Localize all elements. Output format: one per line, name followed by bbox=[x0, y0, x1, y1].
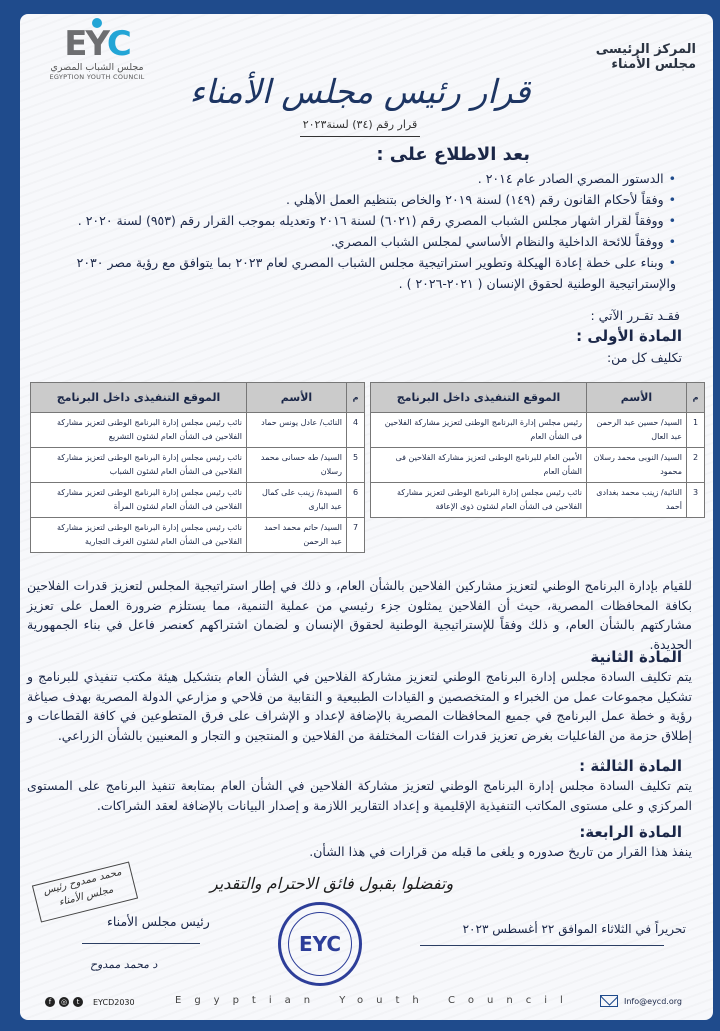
eyc-logo: EYC مجلس الشباب المصري EGYPTION YOUTH COUNCIL bbox=[42, 18, 152, 81]
issue-date: تحريراً في الثلاثاء الموافق ٢٢ أغسطس ٢٠٢٣ bbox=[462, 922, 686, 936]
table-row: 6 السيدة/ زينب على كمال عبد البارى نائب رئيس مجلس إدارة البرنامج الوطنى لتعزيز مشاركة الفلاحين فى الشأن العام لشئون المرأة bbox=[31, 483, 365, 518]
date-line bbox=[420, 945, 664, 946]
page-title: قرار رئيس مجلس الأمناء bbox=[189, 72, 531, 111]
official-seal-icon: EYC bbox=[278, 902, 362, 986]
table-row: 4 النائب/ عادل يونس حماد نائب رئيس مجلس إدارة البرنامج الوطنى لتعزيز مشاركة الفلاحين فى الشأن العام لشئون التشريع bbox=[31, 413, 365, 448]
decision-number: قرار رقم (٣٤) لسنة٢٠٢٣ bbox=[302, 118, 418, 131]
article2-heading: المادة الثانية bbox=[590, 648, 682, 666]
article4-text: ينفذ هذا القرار من تاريخ صدوره و يلغى ما قبله من قرارات في هذا الشأن. bbox=[309, 844, 692, 859]
article1-heading: المادة الأولى : bbox=[576, 327, 682, 345]
table-row: 3 النائبة/ زينب محمد بغدادى أحمد نائب رئيس مجلس إدارة البرنامج الوطنى لتعزيز مشاركة الفلاحين فى الشأن العام لشئون ذوى الإعاقة bbox=[371, 483, 705, 518]
org-header bbox=[596, 42, 696, 72]
table-row: 5 السيد/ طه حسانى محمد رسلان نائب رئيس مجلس إدارة البرنامج الوطنى لتعزيز مشاركة الفلاحين فى الشأن العام لشئون الشباب bbox=[31, 448, 365, 483]
list-item: • وفقاً لأحكام القانون رقم (١٤٩) لسنة ٢٠١٩ والخاص بتنظيم العمل الأهلي . bbox=[36, 189, 676, 210]
mail-icon bbox=[600, 995, 618, 1007]
contact-email bbox=[600, 995, 682, 1007]
table-row: 7 السيد/ حاتم محمد احمد عبد الرحمن نائب رئيس مجلس إدارة البرنامج الوطنى لتعزيز مشاركة الفلاحين فى الشأن العام لشئون الغرف التجارية bbox=[31, 518, 365, 553]
assignment-table-right: م الأسم الموقع التنفيذى داخل البرنامج 1 السيد/ حسين عبد الرحمن عبد العال رئيس مجلس إدارة البرنامج الوطنى لتعزيز مشاركة الفلاحين فى الشأن العام 2 السيد/ النوبى محمد رسلان محمود الأمين العام للبرنامج الوطنى لتعزيز مشاركة الفلاحين فى الشأن العام 3 النائبة/ زينب محمد بغدادى أحمد نائب رئيس مجلس إدارة البرنامج الوطنى لتعزيز مشاركة الفلاحين فى الشأن العام لشئون ذوى الإعاقة bbox=[370, 382, 705, 518]
org-line-1: المركز الرئيسى bbox=[595, 42, 696, 57]
article1-intro: تكليف كل من: bbox=[606, 350, 682, 365]
preamble-list bbox=[36, 168, 676, 294]
signature-line bbox=[82, 943, 200, 944]
decided-text: فقـد تقـرر الآتي : bbox=[590, 308, 680, 323]
divider bbox=[300, 136, 420, 137]
table-row: 1 السيد/ حسين عبد الرحمن عبد العال رئيس مجلس إدارة البرنامج الوطنى لتعزيز مشاركة الفلاحين فى الشأن العام bbox=[371, 413, 705, 448]
list-item: • ووفقاً للائحة الداخلية والنظام الأساسي لمجلس الشباب المصري. bbox=[36, 231, 676, 252]
social-handle: EYCD2030 bbox=[93, 997, 135, 1007]
article2-text: يتم تكليف السادة مجلس إدارة البرنامج الوطني لتعزيز مشاركة الفلاحين في الشأن العام بتشكيل هيئة مكتب تنفيذي للبرنامج و تشكيل مجموعات عمل من الخبراء و المتخصصين و القيادات الطبيعية و النقابية من فلاحي و مزارعي الدولة المصرية بهدف صياغة رؤية و خطة عمل البرنامج في جميع المحافظات المصرية بالإضافة لإعداد و الإشراف على فرق المتطوعين في كافة القطاعات و إطلاق حزمة من الفاعليات بغرض تعزيز قدرات الفئات المختلفة من الفلاحين و المنتجين و التجار و المعنيين بالشأن الزراعي. bbox=[27, 669, 692, 743]
list-item: • ووفقاً لقرار اشهار مجلس الشباب المصري رقم (٦٠٢١) لسنة ٢٠١٦ وتعديله بموجب القرار رقم (٩٥٣) لسنة ٢٠٢٠ . bbox=[36, 210, 676, 231]
article3-text: يتم تكليف السادة مجلس إدارة البرنامج الوطني لتعزيز مشاركة الفلاحين في الشأن العام بمتابعة تنفيذ البرنامج على المستوى المركزي و على مستوى المكاتب التنفيذية الإقليمية و إعداد التقارير اللازمة و إصدار البيانات بالإضافة لعقد الشراكات. bbox=[27, 778, 692, 813]
preamble-heading: بعد الاطلاع على : bbox=[376, 144, 530, 165]
signer-title: رئيس مجلس الأمناء bbox=[107, 914, 210, 929]
assignment-table-left: م الأسم الموقع التنفيذى داخل البرنامج 4 النائب/ عادل يونس حماد نائب رئيس مجلس إدارة البرنامج الوطنى لتعزيز مشاركة الفلاحين فى الشأن العام لشئون التشريع 5 السيد/ طه حسانى محمد رسلان نائب رئيس مجلس إدارة البرنامج الوطنى لتعزيز مشاركة الفلاحين فى الشأن العام لشئون الشباب 6 السيدة/ زينب على كمال عبد البارى نائب رئيس مجلس إدارة البرنامج الوطنى لتعزيز مشاركة الفلاحين فى الشأن العام لشئون المرأة 7 السيد/ حاتم محمد احمد عبد الرحمن نائب رئيس مجلس إدارة البرنامج الوطنى لتعزيز مشاركة الفلاحين فى الشأن العام لشئون الغرف التجارية bbox=[30, 382, 365, 553]
closing-text: وتفضلوا بقبول فائق الاحترام والتقدير bbox=[210, 874, 454, 893]
table-row: 2 السيد/ النوبى محمد رسلان محمود الأمين العام للبرنامج الوطنى لتعزيز مشاركة الفلاحين فى الشأن العام bbox=[371, 448, 705, 483]
article1-paragraph: للقيام بإدارة البرنامج الوطني لتعزيز مشاركين الفلاحين بالشأن العام، و ذلك في إطار استراتيجية المجلس لتعزيز قدرات الفلاحين بكافة المحافظات المصرية، حيث أن الفلاحين يمثلون جزء رئيسي من عملية التنمية، مما يستلزم ضرورة العمل على تعزيز مشاركتهم بالشأن العام، و ذلك وفقاً للإستراتيجية الوطنية لحقوق الإنسان و لضمان اشتراكهم كعنصر فاعل في بناء الجمهورية الجديدة. bbox=[27, 578, 692, 652]
list-item: • وبناء على خطة إعادة الهيكلة وتطوير استراتيجية مجلس الشباب المصري لعام ٢٠٢٣ بما يتوافق مع رؤية مصر ٢٠٣٠ والإستراتيجية الوطنية لحقوق الإنسان ( ٢٠٢١-٢٠٢٦ ) . bbox=[36, 252, 676, 294]
facebook-icon[interactable]: f bbox=[45, 997, 55, 1007]
org-line-2: مجلس الأمناء bbox=[611, 57, 696, 72]
email-link[interactable]: Info@eycd.org bbox=[624, 996, 682, 1006]
article4-heading: المادة الرابعة: bbox=[579, 823, 682, 841]
twitter-icon[interactable]: t bbox=[73, 997, 83, 1007]
footer-tagline: Egyptian Youth Council bbox=[175, 995, 576, 1006]
list-item: • الدستور المصري الصادر عام ٢٠١٤ . bbox=[36, 168, 676, 189]
logo-english: EGYPTION YOUTH COUNCIL bbox=[49, 73, 145, 81]
article3-heading: المادة الثالثة : bbox=[579, 757, 682, 775]
social-links bbox=[45, 997, 135, 1007]
logo-arabic: مجلس الشباب المصري bbox=[50, 62, 144, 73]
signer-name: د محمد ممدوح bbox=[90, 958, 158, 971]
signature-stamp: محمد ممدوح رئيس مجلس الأمناء bbox=[32, 861, 138, 922]
instagram-icon[interactable]: ◎ bbox=[60, 998, 68, 1006]
